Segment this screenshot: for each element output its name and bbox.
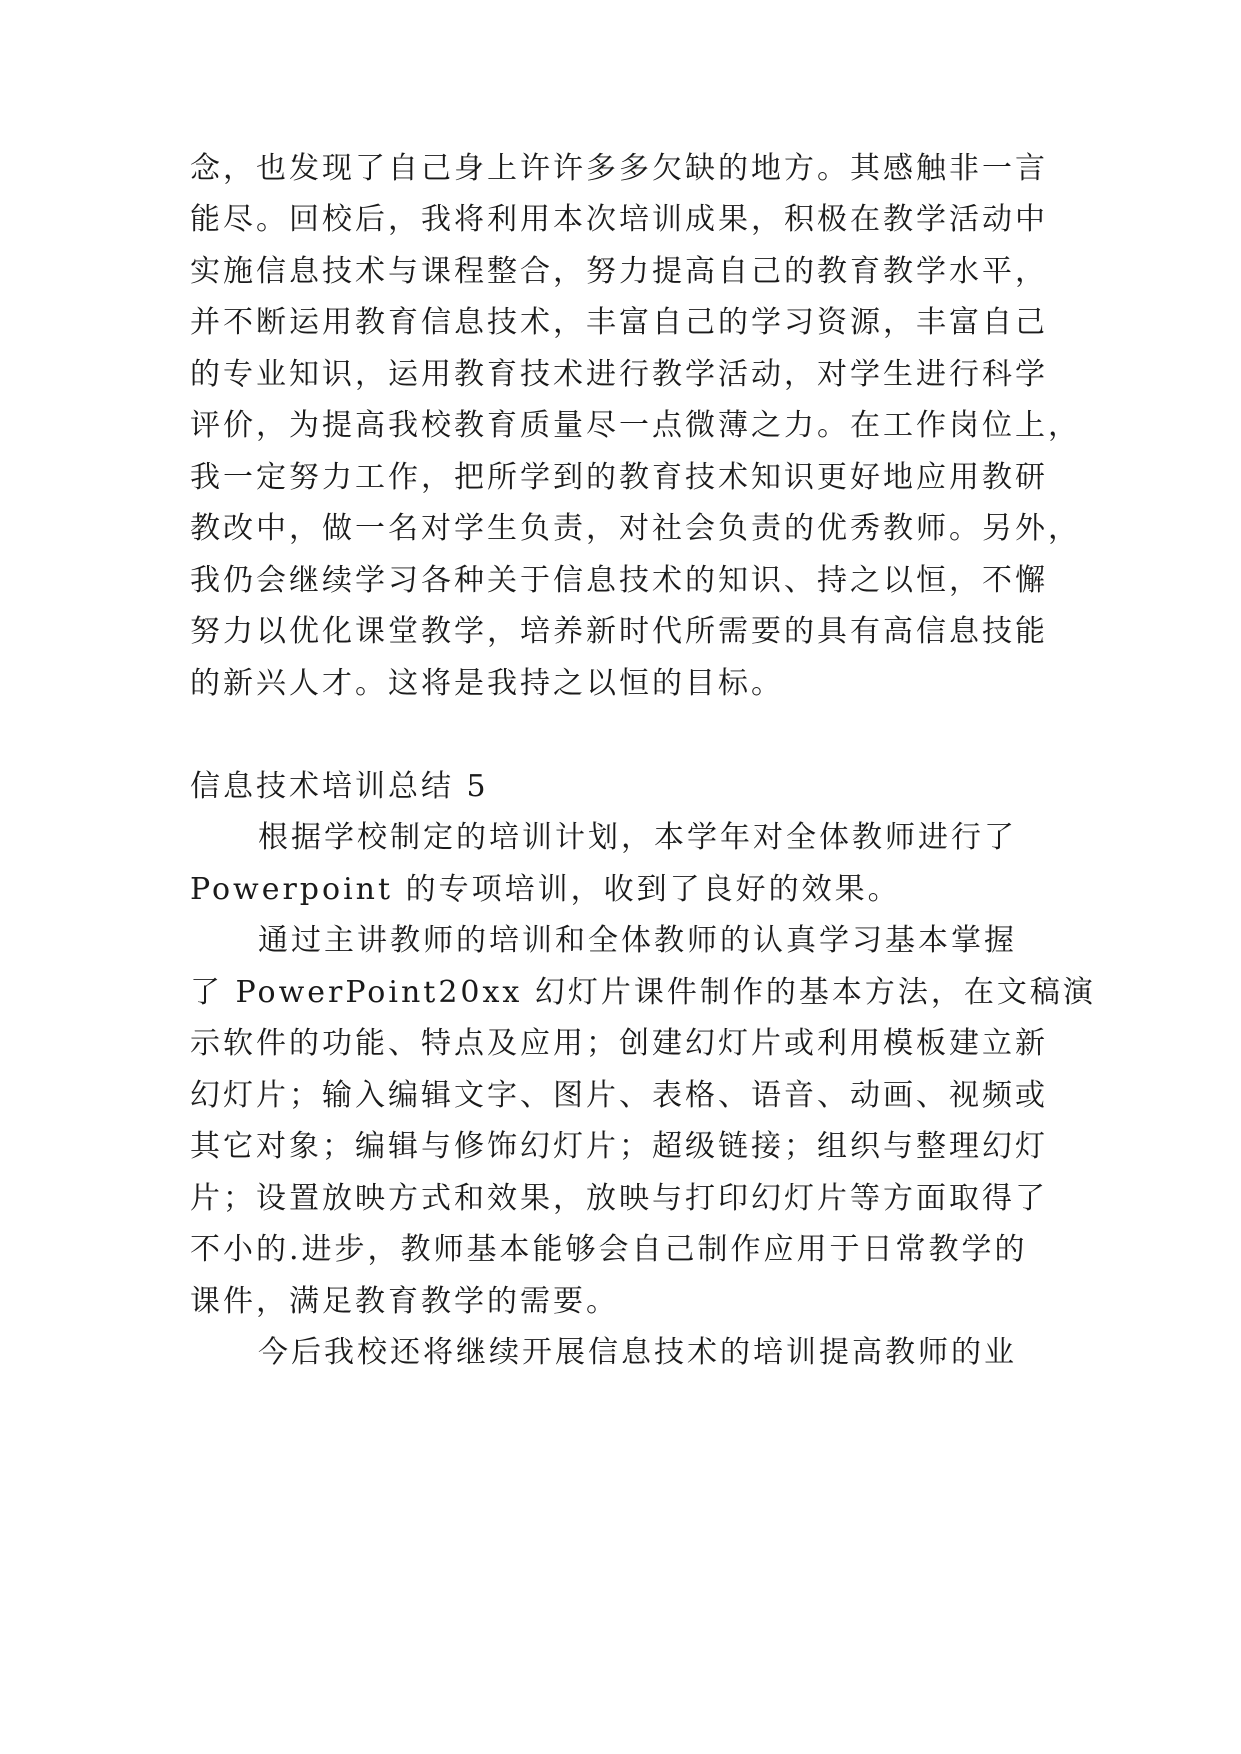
paragraph-1-line: 我一定努力工作，把所学到的教育技术知识更好地应用教研: [190, 460, 1048, 495]
paragraph-3-line: 示软件的功能、特点及应用；创建幻灯片或利用模板建立新: [190, 1026, 1048, 1061]
paragraph-1-line: 评价，为提高我校教育质量尽一点微薄之力。在工作岗位上，: [190, 408, 1081, 443]
paragraph-1-line: 的新兴人才。这将是我持之以恒的目标。: [190, 666, 784, 701]
paragraph-3-line: 幻灯片；输入编辑文字、图片、表格、语音、动画、视频或: [190, 1078, 1048, 1113]
paragraph-1-line: 实施信息技术与课程整合，努力提高自己的教育教学水平，: [190, 254, 1048, 289]
paragraph-1-line: 我仍会继续学习各种关于信息技术的知识、持之以恒，不懈: [190, 563, 1048, 598]
paragraph-3-line: 了 PowerPoint20xx 幻灯片课件制作的基本方法，在文稿演: [190, 975, 1096, 1010]
paragraph-1-line: 努力以优化课堂教学，培养新时代所需要的具有高信息技能: [190, 614, 1048, 649]
paragraph-3-line: 片；设置放映方式和效果，放映与打印幻灯片等方面取得了: [190, 1181, 1048, 1216]
paragraph-3-line: 不小的.进步，教师基本能够会自己制作应用于日常教学的: [190, 1232, 1028, 1267]
paragraph-1-line: 并不断运用教育信息技术，丰富自己的学习资源，丰富自己: [190, 305, 1048, 340]
paragraph-1-line: 能尽。回校后，我将利用本次培训成果，积极在教学活动中: [190, 202, 1048, 237]
paragraph-1-line: 念，也发现了自己身上许许多多欠缺的地方。其感触非一言: [190, 151, 1048, 186]
paragraph-2-line: Powerpoint 的专项培训，收到了良好的效果。: [190, 872, 901, 907]
paragraph-2-line: 根据学校制定的培训计划，本学年对全体教师进行了: [258, 820, 1017, 855]
paragraph-3-line: 课件，满足教育教学的需要。: [190, 1284, 619, 1319]
section-title: 信息技术培训总结 5: [190, 769, 489, 804]
paragraph-3-line: 通过主讲教师的培训和全体教师的认真学习基本掌握: [258, 923, 1017, 958]
paragraph-4-line: 今后我校还将继续开展信息技术的培训提高教师的业: [258, 1335, 1017, 1370]
paragraph-1-line: 的专业知识，运用教育技术进行教学活动，对学生进行科学: [190, 357, 1048, 392]
paragraph-3-line: 其它对象；编辑与修饰幻灯片；超级链接；组织与整理幻灯: [190, 1129, 1048, 1164]
paragraph-1-line: 教改中，做一名对学生负责，对社会负责的优秀教师。另外，: [190, 511, 1081, 546]
